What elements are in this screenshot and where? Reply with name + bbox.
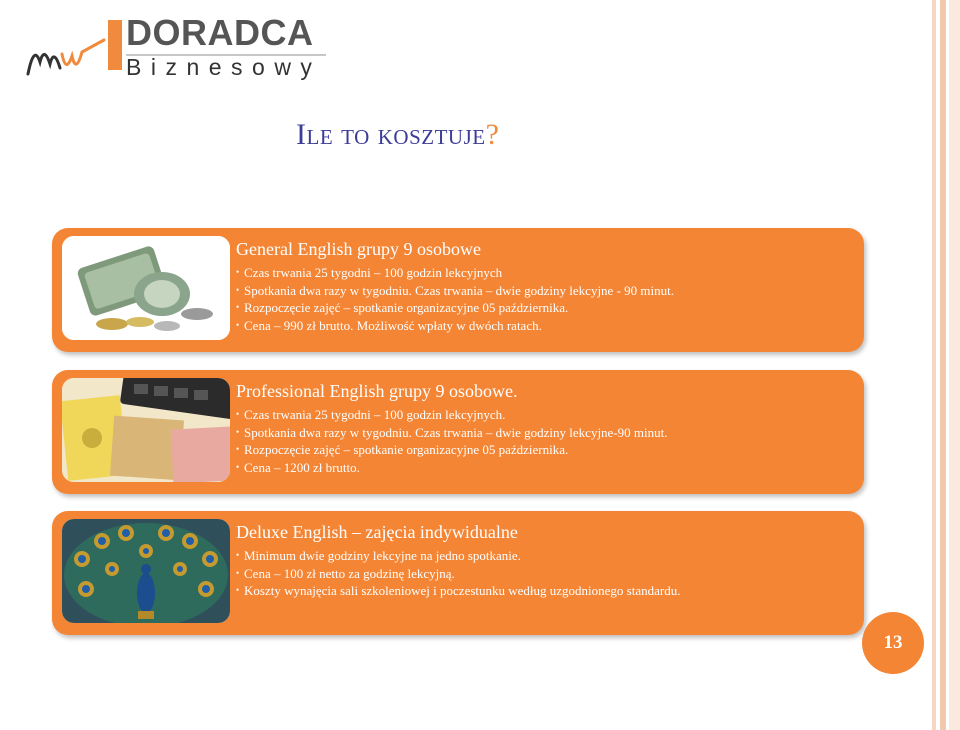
panel-list bbox=[236, 406, 854, 476]
edge-stripe bbox=[940, 0, 946, 730]
list-item: • Spotkania dwa razy w tygodniu. Czas trwania – dwie godziny lekcyjne-90 minut. bbox=[236, 424, 854, 442]
banknotes-calculator-icon bbox=[62, 378, 230, 482]
logo-top-text: DORADCA bbox=[126, 12, 314, 53]
slide-title bbox=[296, 118, 499, 152]
list-item: • Czas trwania 25 tygodni – 100 godzin lekcyjnych bbox=[236, 264, 854, 282]
panel-heading: Professional English grupy 9 osobowe. bbox=[236, 381, 518, 401]
pricing-panel-professional bbox=[52, 370, 864, 494]
page-number-badge: 13 bbox=[862, 612, 924, 674]
panel-text bbox=[236, 521, 854, 600]
panel-heading: Deluxe English – zajęcia indywidualne bbox=[236, 522, 518, 542]
list-item: • Czas trwania 25 tygodni – 100 godzin lekcyjnych. bbox=[236, 406, 854, 424]
company-logo bbox=[22, 14, 332, 86]
panel-text bbox=[236, 380, 854, 476]
list-item: • Rozpoczęcie zajęć – spotkanie organizacyjne 05 października. bbox=[236, 299, 854, 317]
logo-bottom-text: Biznesowy bbox=[126, 54, 322, 80]
list-item: • Rozpoczęcie zajęć – spotkanie organizacyjne 05 października. bbox=[236, 441, 854, 459]
list-item: • Spotkania dwa razy w tygodniu. Czas trwania – dwie godziny lekcyjne - 90 minut. bbox=[236, 282, 854, 300]
panel-list bbox=[236, 264, 854, 334]
panel-list bbox=[236, 547, 854, 600]
edge-stripe bbox=[949, 0, 960, 730]
logo-accent-bar bbox=[108, 20, 122, 70]
peacock-icon bbox=[62, 519, 230, 623]
list-item: • Cena – 100 zł netto za godzinę lekcyjną. bbox=[236, 565, 854, 583]
slide-title-text: Ile to kosztuje bbox=[296, 118, 486, 151]
pricing-panel-deluxe bbox=[52, 511, 864, 635]
slide-title-mark: ? bbox=[485, 118, 500, 151]
list-item: • Cena – 1200 zł brutto. bbox=[236, 459, 854, 477]
list-item: • Minimum dwie godziny lekcyjne na jedno spotkanie. bbox=[236, 547, 854, 565]
panel-heading: General English grupy 9 osobowe bbox=[236, 239, 481, 259]
money-roll-icon bbox=[62, 236, 230, 340]
pricing-panel-general bbox=[52, 228, 864, 352]
panel-text bbox=[236, 238, 854, 334]
list-item: • Koszty wynajęcia sali szkoleniowej i poczestunku według uzgodnionego standardu. bbox=[236, 582, 854, 600]
logo-script-mark bbox=[26, 34, 110, 84]
list-item: • Cena – 990 zł brutto. Możliwość wpłaty w dwóch ratach. bbox=[236, 317, 854, 335]
edge-stripe bbox=[932, 0, 936, 730]
